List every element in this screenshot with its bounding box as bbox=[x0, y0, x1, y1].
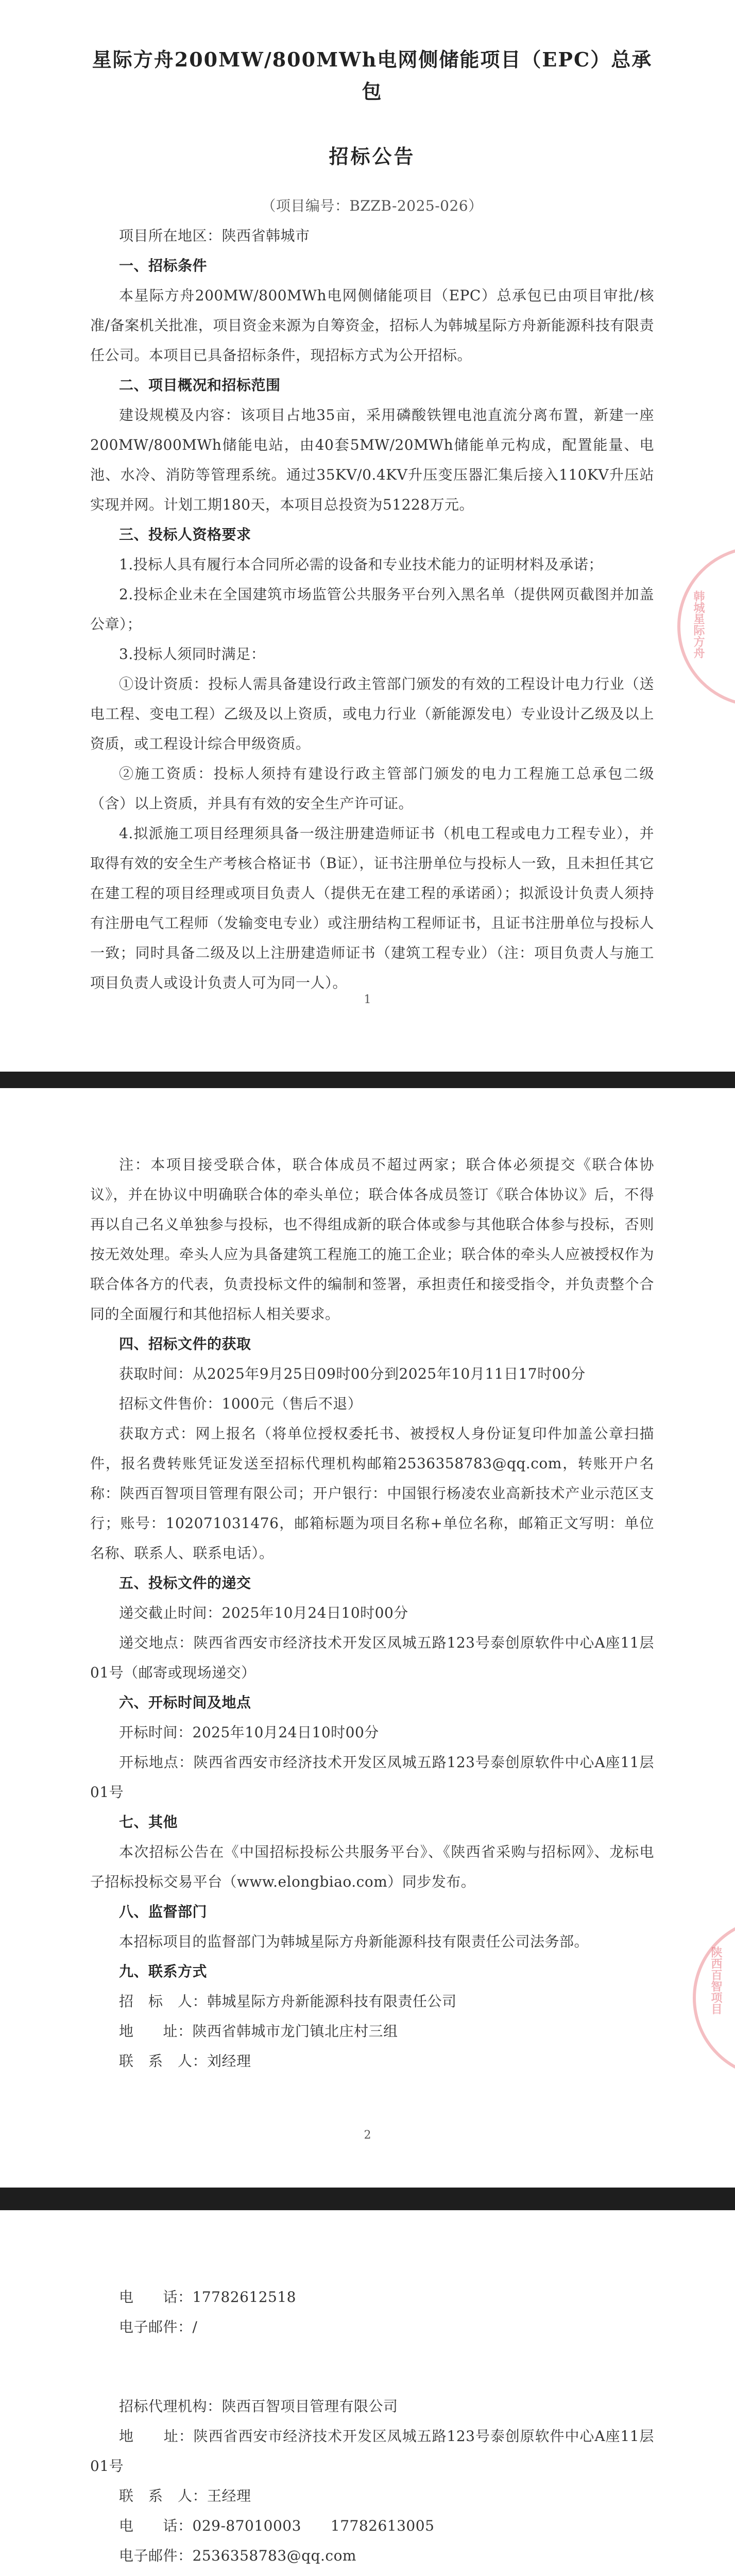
section-5-location: 递交地点：陕西省西安市经济技术开发区凤城五路123号泰创原软件中心A座11层01号（邮寄或现场递交） bbox=[90, 1634, 654, 1681]
section-5-heading: 五、投标文件的递交 bbox=[119, 1574, 251, 1591]
section-6-heading: 六、开标时间及地点 bbox=[119, 1694, 251, 1711]
page-3 bbox=[0, 2210, 735, 2576]
section-4-method: 获取方式：网上报名（将单位授权委托书、被授权人身份证复印件加盖公章扫描件，报名费转账凭证发送至招标代理机构邮箱2536358783@qq.com，转账开户名称：陕西百智项目管理有限公司；开户银行：中国银行杨凌农业高新技术产业示范区支行；账号：102071031476，邮箱标题为项目名称+单位名称，邮箱正文写明：单位名称、联系人、联系电话）。 bbox=[90, 1425, 654, 1562]
page-2 bbox=[0, 1088, 735, 2188]
notice-subtitle: 招标公告 bbox=[329, 145, 416, 168]
page-number: 1 bbox=[364, 993, 371, 1006]
section-3-item-2: 2.投标企业未在全国建筑市场监管公共服务平台列入黑名单（提供网页截图并加盖公章）； bbox=[90, 586, 654, 633]
agency-address: 地 址：陕西省西安市经济技术开发区凤城五路123号泰创原软件中心A座11层01号 bbox=[90, 2428, 654, 2475]
section-6-location: 开标地点：陕西省西安市经济技术开发区凤城五路123号泰创原软件中心A座11层01号 bbox=[90, 1754, 654, 1801]
section-2-text: 建设规模及内容：该项目占地35亩，采用磷酸铁锂电池直流分离布置，新建一座200MW/800MWh储能电站，由40套5MW/20MWh储能单元构成，配置能量、电池、水冷、消防等管理系统。通过35KV/0.4KV升压变压器汇集后接入110KV升压站实现并网。计划工期180天，本项目总投资为51228万元。 bbox=[90, 406, 654, 513]
section-3-item-3: 3.投标人须同时满足： bbox=[119, 646, 266, 663]
section-4-price: 招标文件售价：1000元（售后不退） bbox=[119, 1395, 363, 1412]
agency-phone: 电 话：029-87010003 17782613005 bbox=[119, 2517, 435, 2534]
seal-text: 韩城星际方舟 bbox=[692, 590, 705, 658]
section-6-time: 开标时间：2025年10月24日10时00分 bbox=[119, 1724, 379, 1741]
seal-text: 陕西百智项目 bbox=[709, 1946, 723, 2014]
page-separator bbox=[0, 1072, 735, 1088]
page-3-content bbox=[90, 2282, 654, 2571]
page-number: 2 bbox=[364, 2129, 371, 2142]
tenderer-address: 地 址：陕西省韩城市龙门镇北庄村三组 bbox=[119, 2023, 398, 2040]
tenderer-contact: 联 系 人：刘经理 bbox=[119, 2053, 251, 2070]
project-number: （项目编号：BZZB-2025-026） bbox=[261, 197, 483, 214]
section-4-time: 获取时间：从2025年9月25日09时00分到2025年10月11日17时00分 bbox=[119, 1365, 586, 1382]
page-separator bbox=[0, 2188, 735, 2210]
section-3-item-4: 4.拟派施工项目经理须具备一级注册建造师证书（机电工程或电力工程专业），并取得有效的安全生产考核合格证书（B证），证书注册单位与投标人一致，且未担任其它在建工程的项目经理或项目负责人（提供无在建工程的承诺函）；拟派设计负责人须持有注册电气工程师（发输变电专业）或注册结构工程师证书，且证书注册单位与投标人一致；同时具备二级及以上注册建造师证书（建筑工程专业）（注：项目负责人与施工项目负责人或设计负责人可为同一人）。 bbox=[90, 825, 654, 991]
section-5-deadline: 递交截止时间：2025年10月24日10时00分 bbox=[119, 1604, 408, 1621]
agency-contact: 联 系 人：王经理 bbox=[119, 2487, 251, 2504]
company-seal bbox=[677, 546, 735, 707]
section-3-construction-qualification: ②施工资质：投标人须持有建设行政主管部门颁发的电力工程施工总承包二级（含）以上资质，并具有有效的安全生产许可证。 bbox=[90, 765, 654, 812]
section-3-item-1: 1.投标人具有履行本合同所必需的设备和专业技术能力的证明材料及承诺； bbox=[119, 556, 603, 573]
section-2-heading: 二、项目概况和招标范围 bbox=[119, 377, 281, 394]
section-9-heading: 九、联系方式 bbox=[119, 1963, 208, 1980]
tenderer-phone: 电 话：17782612518 bbox=[119, 2289, 296, 2306]
project-location: 项目所在地区：陕西省韩城市 bbox=[119, 227, 310, 244]
section-3-heading: 三、投标人资格要求 bbox=[119, 526, 251, 543]
agency-email: 电子邮件：2536358783@qq.com bbox=[119, 2547, 356, 2564]
agency-name: 招标代理机构：陕西百智项目管理有限公司 bbox=[119, 2398, 398, 2415]
section-1-heading: 一、招标条件 bbox=[119, 257, 208, 274]
section-7-heading: 七、其他 bbox=[119, 1814, 178, 1831]
page-2-content bbox=[90, 1150, 654, 2076]
tenderer-name: 招 标 人：韩城星际方舟新能源科技有限责任公司 bbox=[119, 1993, 457, 2010]
section-8-heading: 八、监督部门 bbox=[119, 1903, 208, 1920]
tenderer-email: 电子邮件：/ bbox=[119, 2318, 198, 2335]
page-1 bbox=[0, 0, 735, 1072]
agency-seal bbox=[693, 1918, 735, 2078]
section-4-heading: 四、招标文件的获取 bbox=[119, 1335, 251, 1352]
page-1-content bbox=[90, 44, 654, 998]
section-7-text: 本次招标公告在《中国招标投标公共服务平台》、《陕西省采购与招标网》、龙标电子招标投标交易平台（www.elongbiao.com）同步发布。 bbox=[90, 1843, 654, 1890]
section-8-text: 本招标项目的监督部门为韩城星际方舟新能源科技有限责任公司法务部。 bbox=[119, 1933, 589, 1950]
consortium-note: 注：本项目接受联合体，联合体成员不超过两家；联合体必须提交《联合体协议》，并在协议中明确联合体的牵头单位；联合体各成员签订《联合体协议》后，不得再以自己名义单独参与投标，也不得组成新的联合体或参与其他联合体参与投标，否则按无效处理。牵头人应为具备建筑工程施工的施工企业；联合体的牵头人应被授权作为联合体各方的代表，负责投标文件的编制和签署，承担责任和接受指令，并负责整个合同的全面履行和其他招标人相关要求。 bbox=[90, 1156, 654, 1323]
section-1-text: 本星际方舟200MW/800MWh电网侧储能项目（EPC）总承包已由项目审批/核准/备案机关批准，项目资金来源为自筹资金，招标人为韩城星际方舟新能源科技有限责任公司。本项目已具备招标条件，现招标方式为公开招标。 bbox=[90, 287, 654, 364]
section-3-design-qualification: ①设计资质：投标人需具备建设行政主管部门颁发的有效的工程设计电力行业（送电工程、变电工程）乙级及以上资质，或电力行业（新能源发电）专业设计乙级及以上资质，或工程设计综合甲级资质。 bbox=[90, 675, 654, 752]
notice-title: 星际方舟200MW/800MWh电网侧储能项目（EPC）总承包 bbox=[92, 48, 653, 103]
